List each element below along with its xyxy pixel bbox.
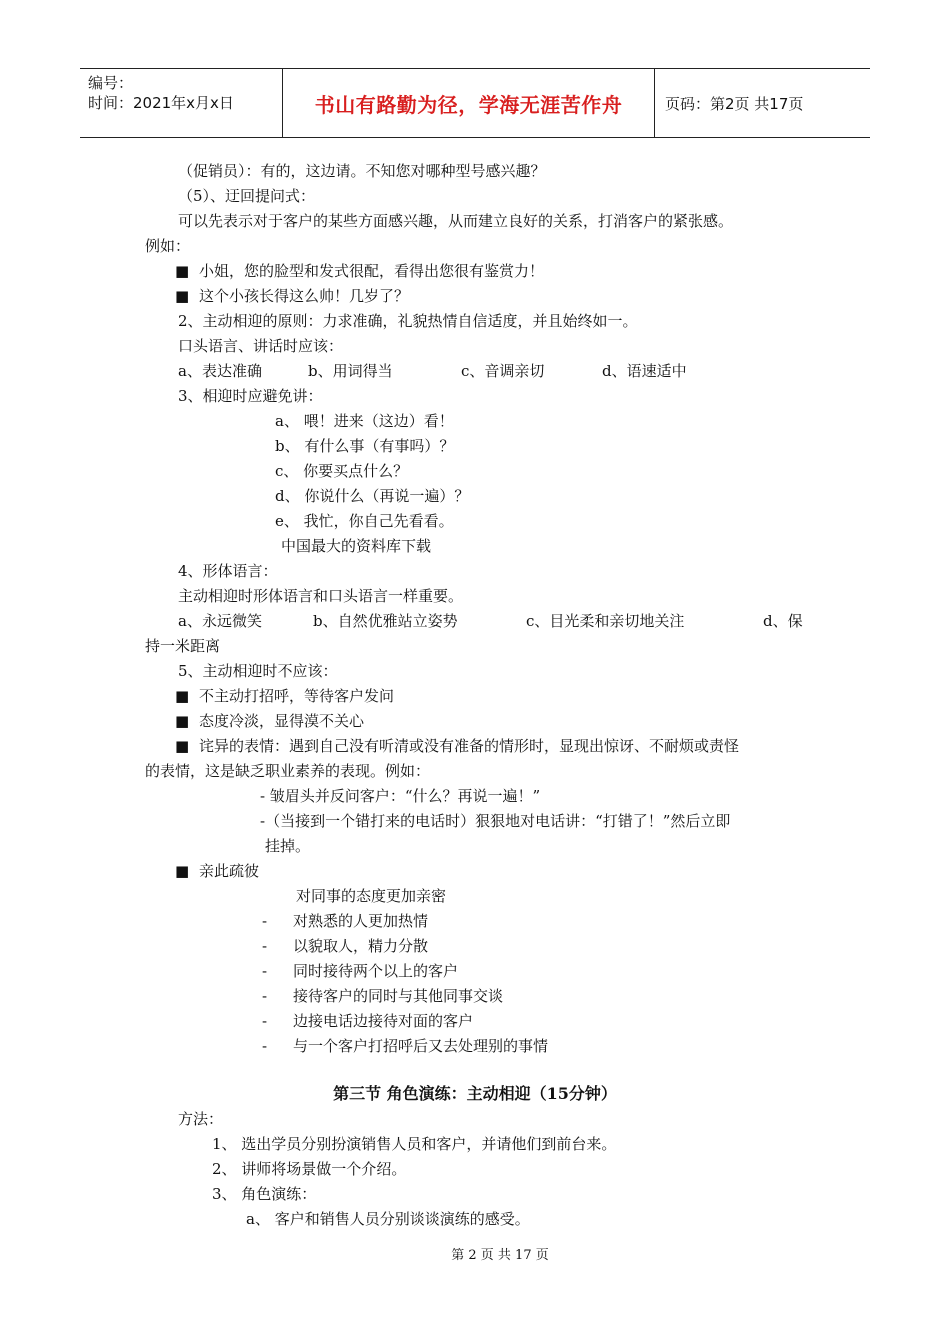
text-line: 中国最大的资料库下载 [281, 537, 432, 555]
page-header [80, 68, 870, 138]
dash-item: - 接待客户的同时与其他同事交谈 [262, 987, 504, 1005]
text-line: （促销员）：有的，这边请。不知您对哪种型号感兴趣？ [178, 162, 546, 180]
document-date: 时间：2021年x月x日 [88, 94, 234, 112]
option: a、永远微笑 [178, 612, 262, 630]
section-title: 第三节 角色演练：主动相迎（15分钟） [333, 1084, 617, 1103]
example-line: 挂掉。 [265, 837, 311, 855]
bullet-square-icon: ■ [175, 712, 190, 730]
example-line: -（当接到一个错打来的电话时）狠狠地对电话讲：“打错了！”然后立即 [260, 812, 731, 830]
bullet-item: ■ 小姐，您的脸型和发式很配，看得出您很有鉴赏力！ [175, 262, 545, 280]
text-line: 口头语言、讲话时应该： [178, 337, 344, 355]
option: a、表达准确 [178, 362, 262, 380]
option: c、目光柔和亲切地关注 [526, 612, 685, 630]
text-line: 5、主动相迎时不应该： [178, 662, 338, 680]
text-line: 4、形体语言： [178, 562, 278, 580]
text-line: 可以先表示对于客户的某些方面感兴趣，从而建立良好的关系，打消客户的紧张感。 [178, 212, 734, 230]
option-row [178, 361, 687, 381]
text-line: 例如： [145, 237, 191, 255]
avoid-item: b、 有什么事（有事吗）？ [275, 437, 455, 455]
option: b、自然优雅站立姿势 [313, 612, 458, 630]
text-line: 主动相迎时形体语言和口头语言一样重要。 [178, 587, 464, 605]
text-line: 2、主动相迎的原则：力求准确，礼貌热情自信适度，并且始终如一。 [178, 312, 638, 330]
header-page-info: 页码：第2页 共17页 [665, 94, 804, 113]
bullet-square-icon: ■ [175, 287, 190, 305]
dash-item: - 对熟悉的人更加热情 [262, 912, 429, 930]
step-item: 1、 选出学员分别扮演销售人员和客户，并请他们到前台来。 [212, 1135, 617, 1153]
bullet-square-icon: ■ [175, 737, 190, 755]
text-line: 对同事的态度更加亲密 [296, 887, 447, 905]
dash-item: - 边接电话边接待对面的客户 [262, 1012, 474, 1030]
step-item: 2、 讲师将场景做一个介绍。 [212, 1160, 407, 1178]
bullet-square-icon: ■ [175, 862, 190, 880]
bullet-item: ■ 不主动打招呼，等待客户发问 [175, 687, 395, 705]
text-line: 的表情，这是缺乏职业素养的表现。例如： [145, 762, 431, 780]
bullet-item: ■ 这个小孩长得这么帅！几岁了？ [175, 287, 410, 305]
page-footer: 第 2 页 共 17 页 [451, 1248, 549, 1263]
header-meta [80, 69, 283, 137]
text-line: 持一米距离 [145, 637, 221, 655]
avoid-item: e、 我忙，你自己先看看。 [275, 512, 454, 530]
document-number-label: 编号： [88, 74, 134, 92]
bullet-square-icon: ■ [175, 687, 190, 705]
text-line: （5）、迂回提问式： [178, 187, 316, 205]
option: d、语速适中 [602, 362, 687, 380]
bullet-square-icon: ■ [175, 262, 190, 280]
step-item: 3、 角色演练： [212, 1185, 317, 1203]
avoid-item: c、 你要买点什么？ [275, 462, 409, 480]
text-line: 方法： [178, 1110, 224, 1128]
dash-item: - 以貌取人，精力分散 [262, 937, 429, 955]
bullet-item: ■ 态度冷淡，显得漠不关心 [175, 712, 365, 730]
header-motto: 书山有路勤为径，学海无涯苦作舟 [283, 69, 655, 137]
bullet-item: ■ 诧异的表情：遇到自己没有听清或没有准备的情形时，显现出惊讶、不耐烦或责怪 [175, 737, 740, 755]
option: b、用词得当 [308, 362, 393, 380]
option-row [178, 611, 803, 631]
text-line: a、 客户和销售人员分别谈谈演练的感受。 [246, 1210, 530, 1228]
avoid-item: a、 喂！进来（这边）看！ [275, 412, 454, 430]
example-line: - 皱眉头并反问客户：“什么？再说一遍！” [260, 787, 541, 805]
dash-item: - 与一个客户打招呼后又去处理别的事情 [262, 1037, 549, 1055]
option: d、保 [763, 612, 803, 630]
text-line: 3、相迎时应避免讲： [178, 387, 323, 405]
avoid-item: d、 你说什么（再说一遍）？ [275, 487, 470, 505]
option: c、音调亲切 [461, 362, 545, 380]
bullet-item: ■ 亲此疏彼 [175, 862, 260, 880]
dash-item: - 同时接待两个以上的客户 [262, 962, 459, 980]
